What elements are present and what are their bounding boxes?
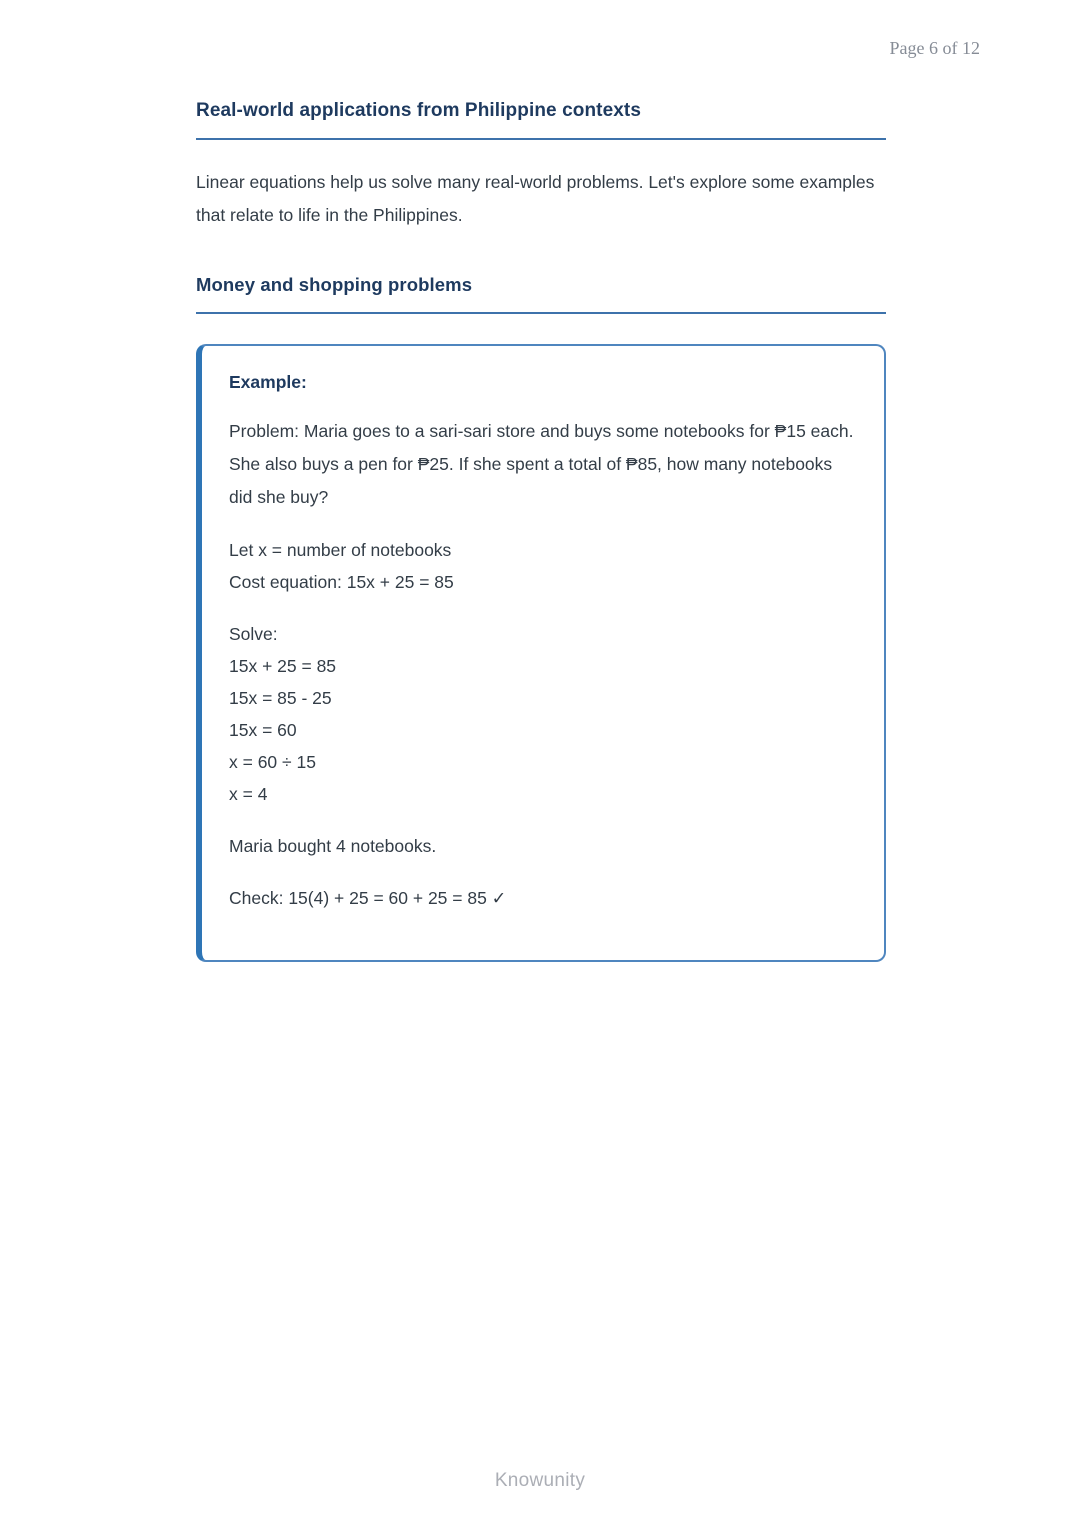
check-line: Check: 15(4) + 25 = 60 + 25 = 85 ✓ xyxy=(229,888,507,908)
content-area xyxy=(196,100,886,962)
subsection-heading: Money and shopping problems xyxy=(196,274,473,295)
solve-step: 15x = 85 - 25 xyxy=(229,688,332,708)
solve-lines xyxy=(229,618,854,810)
section-heading-rule xyxy=(196,138,886,140)
section-heading: Real-world applications from Philippine contexts xyxy=(196,100,642,121)
solve-label: Solve: xyxy=(229,624,278,644)
solve-step: 15x = 60 xyxy=(229,720,297,740)
subsection-heading-rule xyxy=(196,312,886,314)
setup-lines xyxy=(229,534,854,598)
setup-line: Let x = number of notebooks xyxy=(229,540,452,560)
example-box xyxy=(196,344,886,962)
conclusion-line: Maria bought 4 notebooks. xyxy=(229,836,437,856)
page-indicator: Page 6 of 12 xyxy=(889,38,980,58)
example-label: Example: xyxy=(229,372,307,392)
footer-brand: Knowunity xyxy=(494,1470,586,1491)
solve-step: 15x + 25 = 85 xyxy=(229,656,337,676)
solve-step: x = 60 ÷ 15 xyxy=(229,752,316,772)
solve-step: x = 4 xyxy=(229,784,268,804)
intro-paragraph: Linear equations help us solve many real-world problems. Let's explore some examples that relate to life in the Philippines. xyxy=(196,172,875,225)
setup-line: Cost equation: 15x + 25 = 85 xyxy=(229,572,454,592)
problem-statement: Problem: Maria goes to a sari-sari store and buys some notebooks for ₱15 each. She also buys a pen for ₱25. If she spent a total of ₱85, how many notebooks did she buy? xyxy=(229,421,854,507)
